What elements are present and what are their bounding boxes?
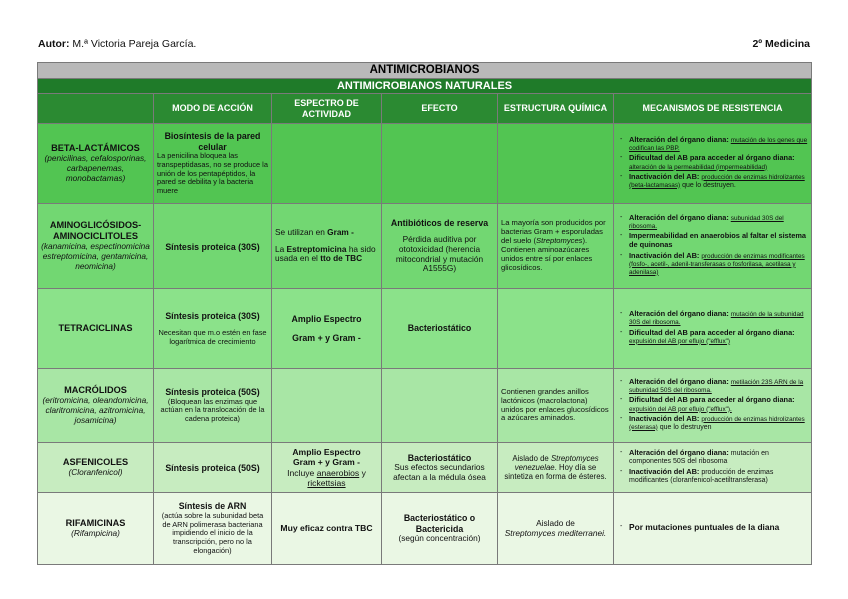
mode-cell xyxy=(154,493,272,565)
row-name: AMINOGLICÓSIDOS-AMINOCICLITOLES xyxy=(49,220,142,242)
spectrum-extra: Incluye anaerobios y rickettsias xyxy=(287,467,366,488)
mode-cell xyxy=(154,369,272,443)
row-name-cell xyxy=(38,493,154,565)
spectrum-cell xyxy=(272,204,382,289)
effect-detail: Pérdida auditiva por ototoxicidad (herencia mitocondrial y mutación A1555G) xyxy=(395,234,484,274)
row-examples: (Rifampicina) xyxy=(71,528,120,539)
course-label: 2º Medicina xyxy=(752,38,810,50)
mode-detail: (actúa sobre la subunidad beta de ARN polimerasa bacteriana impidiendo el inicio de la transcripción, pero no la elongación) xyxy=(161,510,264,555)
effect-cell xyxy=(382,124,498,204)
spectrum-cell: Muy eficaz contra TBC xyxy=(272,493,382,565)
row-examples: (penicilinas, cefalosporinas, carbapenemas, monobactamas) xyxy=(44,153,147,183)
spectrum-text: Amplio Espectro xyxy=(291,314,362,325)
effect-text: Bacteriostático xyxy=(407,452,472,463)
mode-text: Síntesis proteica (30S) xyxy=(165,310,260,321)
row-name-cell xyxy=(38,369,154,443)
resistance-cell xyxy=(614,443,812,493)
column-header-effect: EFECTO xyxy=(382,94,498,124)
structure-cell: Aislado de Streptomyces mediterranei. xyxy=(498,493,614,565)
resistance-item: - Inactivación del AB: producción de enzimas hidrolizantes (esterasa) que lo destruyen xyxy=(629,415,808,432)
author-line xyxy=(38,38,196,50)
structure-cell: Contienen grandes anillos lactónicos (macrolactona) unidos por enlaces glucosídicos a azúcares aminados. xyxy=(498,369,614,443)
spectrum-text: Se utilizan en Gram - xyxy=(275,226,354,237)
column-header-row xyxy=(38,94,812,124)
resistance-item: - Inactivación del AB: producción de enzimas modificantes (fosfo-, acetil-, adenil-transferasas o fosforilasa, acetilasa y adenilasa) xyxy=(629,252,808,277)
resistance-cell xyxy=(614,493,812,565)
row-name: RIFAMICINAS xyxy=(65,518,126,529)
effect-text: Antibióticos de reserva xyxy=(390,217,489,228)
resistance-item: - Alteración del órgano diana: mutación de la subunidad 30S del ribosoma. xyxy=(629,310,808,327)
structure-cell: Aislado de Streptomyces venezuelae. Hoy día se sintetiza en forma de ésteres. xyxy=(498,443,614,493)
row-name-cell xyxy=(38,289,154,369)
structure-cell xyxy=(498,289,614,369)
resistance-item: - Alteración del órgano diana: mutación de los genes que codifican las PBP. xyxy=(629,136,808,153)
row-name-cell xyxy=(38,443,154,493)
spectrum-cell xyxy=(272,443,382,493)
column-header-structure: ESTRUCTURA QUÍMICA xyxy=(498,94,614,124)
resistance-item: - Dificultad del AB para acceder al órgano diana: expulsión del AB por eflujo ("efflux") xyxy=(629,329,808,346)
row-name: BETA-LACTÁMICOS xyxy=(51,143,140,154)
row-examples: (eritromicina, oleandomicina, claritromicina, azitromicina, josamicina) xyxy=(42,395,149,425)
column-header-empty xyxy=(38,94,154,124)
table-row xyxy=(38,443,812,493)
resistance-item: - Dificultad del AB para acceder al órgano diana: expulsión del AB por eflujo ("efflux"). xyxy=(629,396,808,413)
spectrum-note: Gram + y Gram - xyxy=(292,332,361,343)
row-name: ASFENICOLES xyxy=(62,457,129,468)
resistance-item: - Dificultad del AB para acceder al órgano diana: alteración de la permeabilidad (impermeabilidad) xyxy=(629,154,808,171)
table-row xyxy=(38,369,812,443)
resistance-item: - Alteración del órgano diana: subunidad 30S del ribosoma. xyxy=(629,214,808,231)
resistance-cell xyxy=(614,124,812,204)
row-examples: (Cloranfenicol) xyxy=(68,467,123,478)
column-header-spectrum: ESPECTRO DE ACTIVIDAD xyxy=(272,94,382,124)
effect-cell: Bacteriostático xyxy=(382,289,498,369)
resistance-item: - Alteración del órgano diana: metilación 23S ARN de la subunidad 50S del ribosoma. xyxy=(629,378,808,395)
row-name: MACRÓLIDOS xyxy=(64,385,127,396)
table-row xyxy=(38,289,812,369)
mode-cell xyxy=(154,204,272,289)
effect-cell xyxy=(382,443,498,493)
row-name: TETRACICLINAS xyxy=(58,323,133,334)
table-row xyxy=(38,493,812,565)
resistance-item: - Alteración del órgano diana: mutación en componentes 50S del ribosoma xyxy=(629,449,808,466)
resistance-cell xyxy=(614,289,812,369)
resistance-item: - Inactivación del AB: producción de enzimas modificantes (cloranfenicol-acetiltransferasa) xyxy=(629,468,808,485)
resistance-item: - Impermeabilidad en anaerobios al faltar el sistema de quinonas xyxy=(629,232,808,250)
spectrum-note: La Estreptomicina ha sido usada en el tto de TBC xyxy=(275,243,376,264)
mode-detail: (Bloquean las enzimas que actúan en la translocación de la cadena proteica) xyxy=(160,396,265,424)
mode-text: Síntesis proteica (30S) xyxy=(165,241,260,252)
structure-cell xyxy=(498,124,614,204)
effect-cell xyxy=(382,204,498,289)
mode-cell xyxy=(154,289,272,369)
spectrum-note: Gram + y Gram - xyxy=(292,457,361,468)
mode-text: Síntesis proteica (50S) xyxy=(165,463,260,474)
table-title: ANTIMICROBIANOS xyxy=(38,63,812,79)
effect-detail: Sus efectos secundarios afectan a la médula ósea xyxy=(393,461,486,482)
effect-text: Bacteriostático o Bactericida xyxy=(403,513,476,534)
structure-cell: La mayoría son producidos por bacterias Gram + esporuladas del suelo (Streptomyces). Contienen aminoazúcares unidos entre sí por enlaces glicosídicos. xyxy=(498,204,614,289)
spectrum-cell xyxy=(272,289,382,369)
mode-cell xyxy=(154,124,272,204)
resistance-item: - Por mutaciones puntuales de la diana xyxy=(629,523,808,533)
mode-text: Biosíntesis de la pared celular xyxy=(164,131,261,152)
table-row xyxy=(38,204,812,289)
antimicrobials-table xyxy=(37,62,812,565)
spectrum-cell xyxy=(272,369,382,443)
effect-detail: (según concentración) xyxy=(398,532,481,543)
column-header-resistance: MECANISMOS DE RESISTENCIA xyxy=(614,94,812,124)
row-name-cell xyxy=(38,204,154,289)
table-row xyxy=(38,124,812,204)
effect-cell xyxy=(382,493,498,565)
author-name: M.ª Victoria Pareja García. xyxy=(72,38,197,50)
mode-text: Síntesis proteica (50S) xyxy=(165,387,260,398)
column-header-mode: MODO DE ACCIÓN xyxy=(154,94,272,124)
author-label: Autor: xyxy=(38,38,70,50)
row-name-cell xyxy=(38,124,154,204)
table-subtitle: ANTIMICROBIANOS NATURALES xyxy=(38,79,812,94)
mode-cell xyxy=(154,443,272,493)
resistance-cell xyxy=(614,369,812,443)
effect-cell xyxy=(382,369,498,443)
resistance-cell xyxy=(614,204,812,289)
mode-text: Síntesis de ARN xyxy=(178,501,247,512)
row-examples: (kanamicina, espectinomicina estreptomicina, gentamicina, neomicina) xyxy=(41,241,150,271)
mode-detail: Necesitan que m.o estén en fase logarítmica de crecimiento xyxy=(158,327,267,346)
resistance-item: - Inactivación del AB: producción de enzimas hidrolizantes (beta-lactamasas) que lo destruyen. xyxy=(629,173,808,190)
mode-detail: La penicilina bloquea las transpeptidasas, no se produce la unión de los pentapéptidos, la pared se debilita y la bacteria muere xyxy=(157,151,268,195)
spectrum-text: Amplio Espectro xyxy=(292,447,361,458)
spectrum-cell xyxy=(272,124,382,204)
